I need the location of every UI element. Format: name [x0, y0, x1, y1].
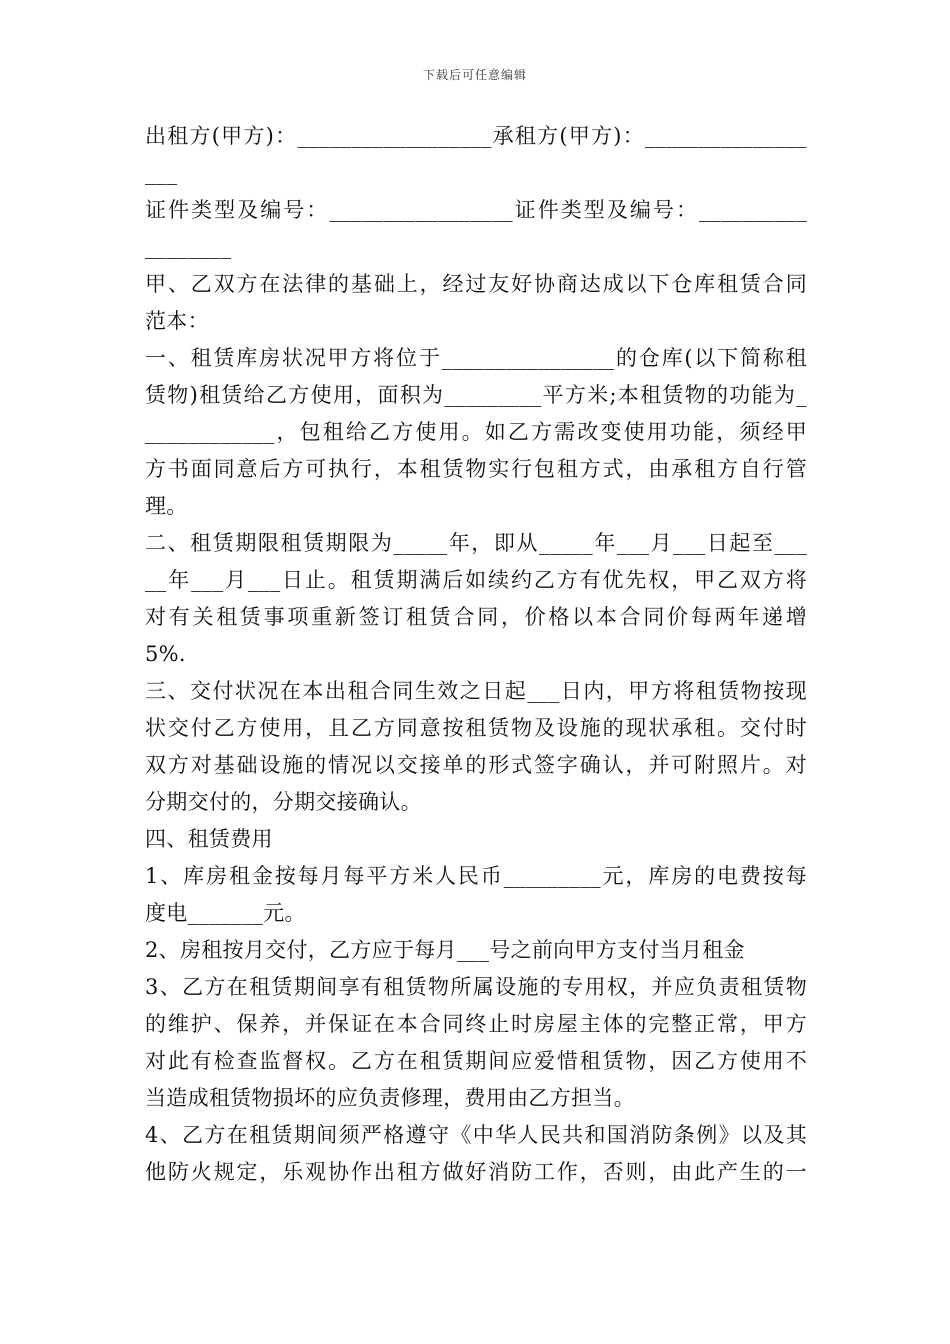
text-line: 四、租赁费用: [145, 827, 273, 851]
contract-body: [145, 118, 807, 1191]
text-line: 赁物)租赁给乙方使用，面积为_________平方米;本租赁物的功能为_: [145, 383, 807, 407]
text-line: 三、交付状况在本出租合同生效之日起___日内，甲方将租赁物按现: [145, 679, 807, 703]
text-line: 证件类型及编号：_________________证件类型及编号：__________: [145, 198, 807, 222]
text-line: 对此有检查监督权。乙方在租赁期间应爱惜租赁物，因乙方使用不: [145, 1049, 807, 1073]
text-line: 范本：: [145, 309, 209, 333]
text-line: 二、租赁期限租赁期限为_____年，即从_____年___月___日起至___: [145, 531, 807, 555]
text-line: ________: [145, 235, 232, 259]
text-line: 理。: [145, 494, 188, 518]
text-line: 双方对基础设施的情况以交接单的形式签字确认，并可附照片。对: [145, 753, 807, 777]
text-line: 一、租赁库房状况甲方将位于________________的仓库(以下简称租: [145, 346, 807, 370]
header-note: 下载后可任意编辑: [422, 68, 527, 82]
text-line: 状交付乙方使用，且乙方同意按租赁物及设施的现状承租。交付时: [145, 716, 807, 740]
text-line: 对有关租赁事项重新签订租赁合同，价格以本合同价每两年递增: [145, 605, 807, 629]
text-line: 度电_______元。: [145, 901, 306, 925]
text-line: 他防火规定，乐观协作出租方做好消防工作，否则，由此产生的一: [145, 1160, 807, 1184]
text-line: 方书面同意后方可执行，本租赁物实行包租方式，由承租方自行管: [145, 457, 807, 481]
text-line: 1、库房租金按每月每平方米人民币_________元，库房的电费按每: [145, 864, 807, 888]
text-line: 5%.: [145, 642, 186, 666]
text-line: 当造成租赁物损坏的应负责修理，费用由乙方担当。: [145, 1086, 635, 1110]
text-line: 的维护、保养，并保证在本合同终止时房屋主体的完整正常，甲方: [145, 1012, 807, 1036]
text-line: 4、乙方在租赁期间须严格遵守《中华人民共和国消防条例》以及其: [145, 1123, 807, 1147]
text-line: 分期交付的，分期交接确认。: [145, 790, 422, 814]
text-line: 3、乙方在租赁期间享有租赁物所属设施的专用权，并应负责租赁物: [145, 975, 807, 999]
text-line: ____________，包租给乙方使用。如乙方需改变使用功能，须经甲: [145, 420, 807, 444]
text-line: __年___月___日止。租赁期满后如续约乙方有优先权，甲乙双方将: [145, 568, 807, 592]
text-line: 2、房租按月交付，乙方应于每月___号之前向甲方支付当月租金: [145, 938, 745, 962]
text-line: 出租方(甲方)：__________________承租方(甲方)：_______________: [145, 124, 807, 148]
text-line: ___: [145, 161, 178, 185]
text-line: 甲、乙双方在法律的基础上，经过友好协商达成以下仓库租赁合同: [145, 272, 807, 296]
